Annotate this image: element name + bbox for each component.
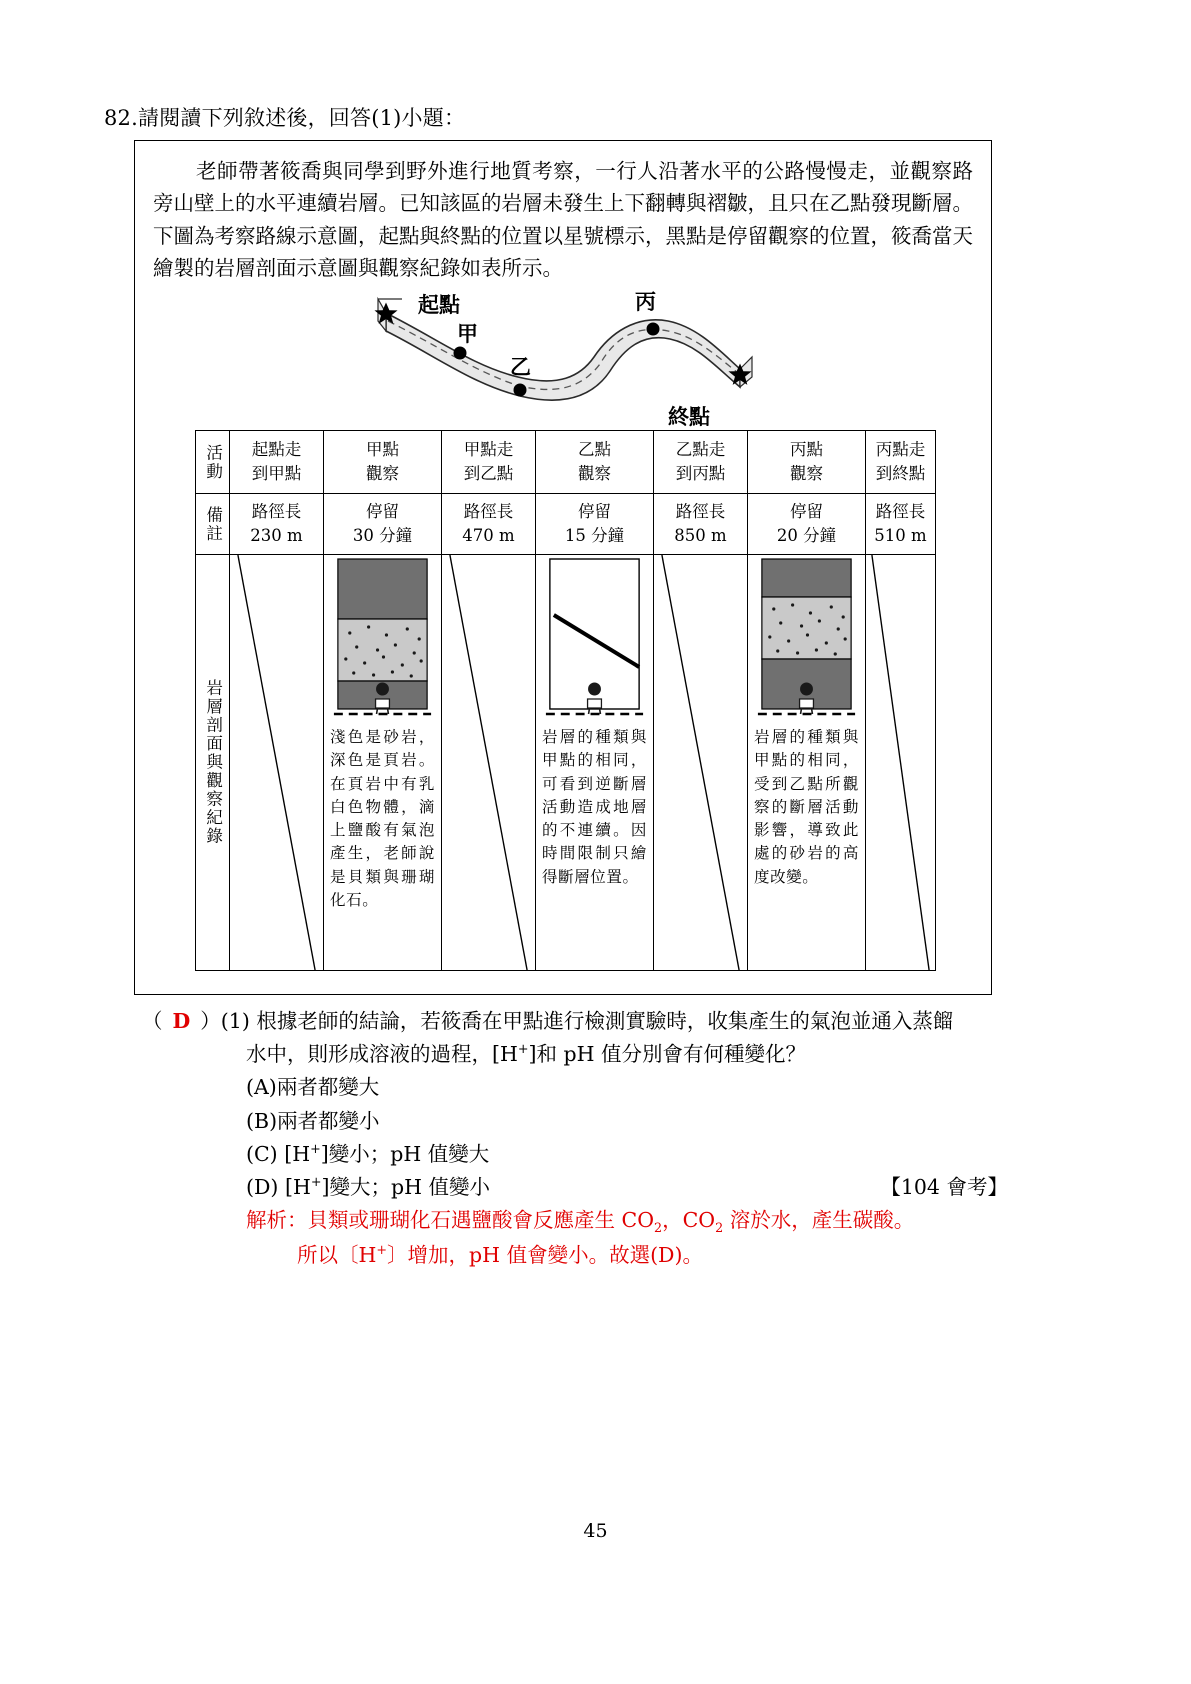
- strata-blank-2: [654, 555, 748, 971]
- choice-b-text: 兩者都變小: [277, 1108, 380, 1133]
- strata-observation-jia: [324, 555, 442, 971]
- explanation-1a: 解析：貝類或珊瑚化石遇鹽酸會反應產生 CO: [246, 1208, 655, 1233]
- strata-observation-bing: [748, 555, 866, 971]
- choice-c-sup: +: [310, 1140, 321, 1156]
- map-label-jia: 甲: [457, 321, 478, 346]
- table-row-activity: [196, 431, 936, 494]
- passage-paragraph: [153, 155, 973, 285]
- choice-c-pre: (C) [H: [246, 1141, 311, 1166]
- question-line2-post: ]和 pH 值分別會有何種變化？: [528, 1042, 807, 1067]
- choice-b-key: (B): [246, 1108, 278, 1133]
- answer-letter: D: [172, 1009, 191, 1033]
- observation-table: [195, 430, 936, 971]
- diagonal-strike-2: [654, 555, 747, 970]
- passage-body: 老師帶著筱喬與同學到野外進行地質考察，一行人沿著水平的公路慢慢走，並觀察路旁山壁上的水平連續岩層。已知該區的岩層未發生上下翻轉與褶皺，且只在乙點發現斷層。下圖為考察路線示意圖，起點與終點的位置以星號標示，黑點是停留觀察的位置，筱喬當天繪製的岩層剖面示意圖與觀察紀錄如表所示。: [153, 159, 973, 281]
- marker-open: （: [142, 1009, 163, 1033]
- exam-source-label: 【104 會考】: [880, 1175, 1008, 1200]
- activity-cell-3: 乙點 觀察: [536, 431, 654, 494]
- note-cell-4: 路徑長 850 m: [654, 494, 748, 555]
- activity-cell-1: 甲點 觀察: [324, 431, 442, 494]
- explanation-2-sup: +: [376, 1241, 388, 1257]
- choice-d-sup: +: [310, 1174, 322, 1190]
- map-label-yi: 乙: [510, 354, 531, 379]
- map-label-end: 終點: [668, 404, 710, 429]
- passage-text: [135, 141, 991, 285]
- note-cell-3: 停留 15 分鐘: [536, 494, 654, 555]
- answer-block: [142, 1005, 1012, 1271]
- table-row-strata: [196, 555, 936, 971]
- diagonal-strike-1: [442, 555, 535, 970]
- table-row-notes: [196, 494, 936, 555]
- survey-route-map: [135, 291, 991, 436]
- choice-a[interactable]: [246, 1071, 1012, 1104]
- choice-a-text: 兩者都變大: [276, 1075, 380, 1100]
- row-label-note: 備註: [196, 494, 230, 555]
- activity-cell-6: 丙點走 到終點: [866, 431, 936, 494]
- answer-question-line: [142, 1005, 1012, 1038]
- stop-dot-jia: [454, 346, 467, 359]
- note-cell-2: 路徑長 470 m: [442, 494, 536, 555]
- sub-question-number: (1): [220, 1009, 250, 1033]
- explanation-1b: ，CO: [662, 1208, 716, 1233]
- explanation-2a: 所以〔H: [297, 1242, 377, 1267]
- choice-c-post: ]變小；pH 值變大: [320, 1141, 490, 1166]
- strata-diagram-bing: [748, 555, 865, 723]
- choice-d[interactable]: [246, 1171, 1012, 1204]
- question-line2-sup: +: [517, 1041, 529, 1057]
- note-cell-0: 路徑長 230 m: [230, 494, 324, 555]
- explanation-line-2: [297, 1239, 1012, 1272]
- choice-b[interactable]: [246, 1105, 1012, 1138]
- row-label-strata: 岩層剖面與觀察紀錄: [196, 555, 230, 971]
- strata-observation-yi: [536, 555, 654, 971]
- map-label-start: 起點: [418, 292, 460, 317]
- explanation-1c: 溶於水，產生碳酸。: [723, 1208, 915, 1233]
- strata-blank-3: [866, 555, 936, 971]
- activity-cell-4: 乙點走 到丙點: [654, 431, 748, 494]
- diagonal-strike-0: [230, 555, 323, 970]
- activity-cell-2: 甲點走 到乙點: [442, 431, 536, 494]
- stop-dot-yi: [514, 383, 527, 396]
- passage-box: [134, 140, 992, 995]
- note-cell-6: 路徑長 510 m: [866, 494, 936, 555]
- note-cell-5: 停留 20 分鐘: [748, 494, 866, 555]
- choice-d-post: ]變大；pH 值變小: [321, 1175, 490, 1200]
- strata-diagram-yi: [536, 555, 653, 723]
- question-text-line2: [246, 1038, 1012, 1071]
- strata-caption-yi: 岩層的種類與甲點的相同，可看到逆斷層活動造成地層的不連續。因時間限制只繪得斷層位置。: [542, 728, 647, 886]
- question-stem: 請閱讀下列敘述後，回答(1)小題：: [138, 106, 466, 130]
- activity-cell-5: 丙點 觀察: [748, 431, 866, 494]
- question-heading: [104, 104, 465, 132]
- page-number: 45: [583, 1520, 608, 1542]
- choice-d-pre: (D) [H: [246, 1175, 311, 1200]
- explanation-sub-2: 2: [715, 1220, 724, 1236]
- strata-diagram-jia: [324, 555, 441, 723]
- strata-caption-bing: 岩層的種類與甲點的相同，受到乙點所觀察的斷層活動影響，導致此處的砂岩的高度改變。: [754, 728, 859, 886]
- question-number: 82.: [104, 106, 138, 130]
- activity-cell-0: 起點走 到甲點: [230, 431, 324, 494]
- map-label-bing: 丙: [635, 289, 656, 314]
- diagonal-strike-3: [866, 555, 935, 970]
- strata-blank-1: [442, 555, 536, 971]
- marker-close: ）: [200, 1009, 221, 1033]
- explanation-line-1: [246, 1204, 1012, 1238]
- note-cell-1: 停留 30 分鐘: [324, 494, 442, 555]
- explanation-2b: 〕增加，pH 值會變小。故選(D)。: [387, 1242, 703, 1267]
- choice-a-key: (A): [246, 1075, 277, 1100]
- explanation-sub-1: 2: [654, 1220, 663, 1236]
- strata-caption-jia: 淺色是砂岩，深色是頁岩。在頁岩中有乳白色物體，滴上鹽酸有氣泡產生，老師說是貝類與珊瑚化石。: [330, 728, 435, 909]
- row-label-activity: 活動: [196, 431, 230, 494]
- strata-blank-0: [230, 555, 324, 971]
- choice-c[interactable]: [246, 1138, 1012, 1171]
- question-line2-pre: 水中，則形成溶液的過程，[H: [246, 1042, 518, 1067]
- stop-dot-bing: [647, 322, 660, 335]
- question-text-line1: 根據老師的結論，若筱喬在甲點進行檢測實驗時，收集產生的氣泡並通入蒸餾: [256, 1009, 954, 1033]
